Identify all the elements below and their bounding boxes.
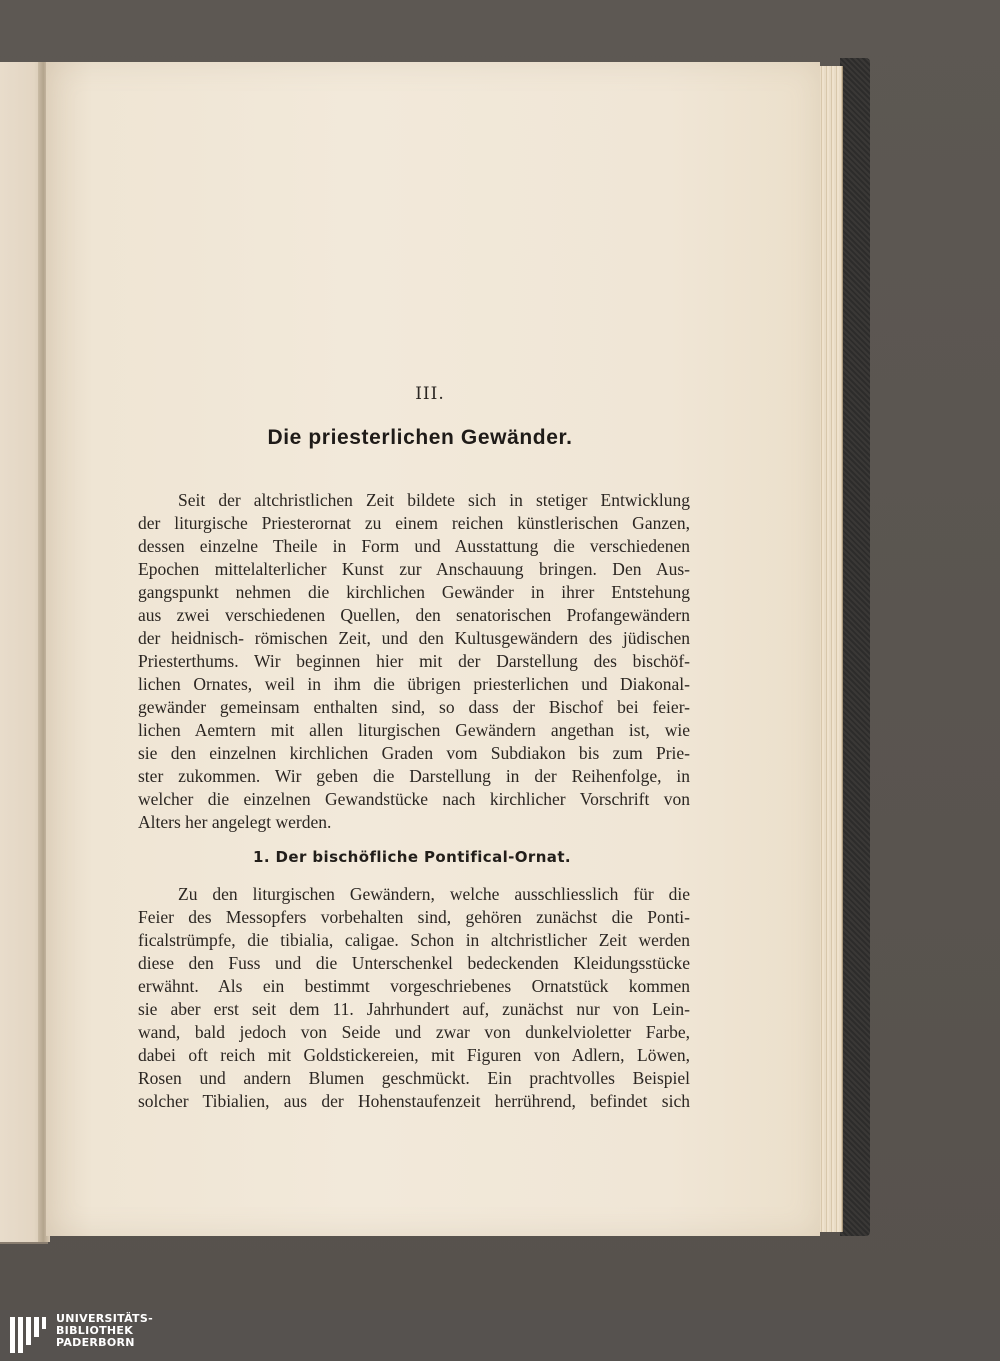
chapter-title: Die priesterlichen Gewänder. (267, 426, 573, 449)
book-cover-edge (840, 58, 870, 1236)
text-line: Rosen und andern Blumen geschmückt. Ein prachtvolles Beispiel (138, 1068, 690, 1088)
text-line: Alters her angelegt werden. (138, 812, 332, 832)
text-line: lichen Aemtern mit allen liturgischen Gewändern angethan ist, wie (138, 720, 690, 740)
text-line: wand, bald jedoch von Seide und zwar von dunkelvioletter Farbe, (138, 1022, 690, 1042)
text-line: erwähnt. Als ein bestimmt vorgeschriebenes Ornatstück kommen (138, 976, 690, 996)
text-line: dessen einzelne Theile in Form und Ausstattung die verschiedenen (138, 536, 690, 556)
text-line: gewänder gemeinsam enthalten sind, so dass der Bischof bei feier- (138, 697, 690, 717)
text-line: diese den Fuss und die Unterschenkel bedeckenden Kleidungsstücke (138, 953, 690, 973)
chapter-number: III. (415, 384, 445, 404)
section-title: 1. Der bischöfliche Pontifical-Ornat. (252, 848, 571, 866)
text-line: ster zukommen. Wir geben die Darstellung in der Reihenfolge, in (138, 766, 690, 786)
logo-line-2: BIBLIOTHEK (56, 1324, 134, 1337)
text-line: Feier des Messopfers vorbehalten sind, gehören zunächst die Ponti- (138, 907, 690, 927)
text-line: der liturgische Priesterornat zu einem reichen künstlerischen Ganzen, (138, 513, 690, 533)
text-line: welcher die einzelnen Gewandstücke nach kirchlicher Vorschrift von (138, 789, 690, 809)
logo-line-1: UNIVERSITÄTS- (56, 1312, 153, 1325)
text-line: ficalstrümpfe, die tibialia, caligae. Schon in altchristlicher Zeit werden (138, 930, 690, 950)
text-line: sie den einzelnen kirchlichen Graden vom Subdiakon bis zum Prie- (138, 743, 690, 763)
text-line: solcher Tibialien, aus der Hohenstaufenzeit herrührend, befindet sich (138, 1091, 690, 1111)
text-line: lichen Ornates, weil in ihm die übrigen priesterlichen und Diakonal- (138, 674, 690, 694)
text-line: gangspunkt nehmen die kirchlichen Gewänder in ihrer Entstehung (138, 582, 690, 602)
text-line: Epochen mittelalterlicher Kunst zur Anschauung bringen. Den Aus- (138, 559, 690, 579)
text-line: der heidnisch- römischen Zeit, und den Kultusgewändern des jüdischen (138, 628, 690, 648)
library-logo-icon (8, 1313, 48, 1357)
text-line: Zu den liturgischen Gewändern, welche ausschliesslich für die (178, 884, 690, 904)
text-line: dabei oft reich mit Goldstickereien, mit Figuren von Adlern, Löwen, (138, 1045, 690, 1065)
text-line: aus zwei verschiedenen Quellen, den senatorischen Profangewändern (138, 605, 690, 625)
text-line: Priesterthums. Wir beginnen hier mit der Darstellung des bischöf- (138, 651, 690, 671)
logo-line-3: PADERBORN (56, 1336, 135, 1349)
text-line: Seit der altchristlichen Zeit bildete sich in stetiger Entwicklung (178, 490, 690, 510)
text-line: sie aber erst seit dem 11. Jahrhundert auf, zunächst nur von Lein- (138, 999, 690, 1019)
